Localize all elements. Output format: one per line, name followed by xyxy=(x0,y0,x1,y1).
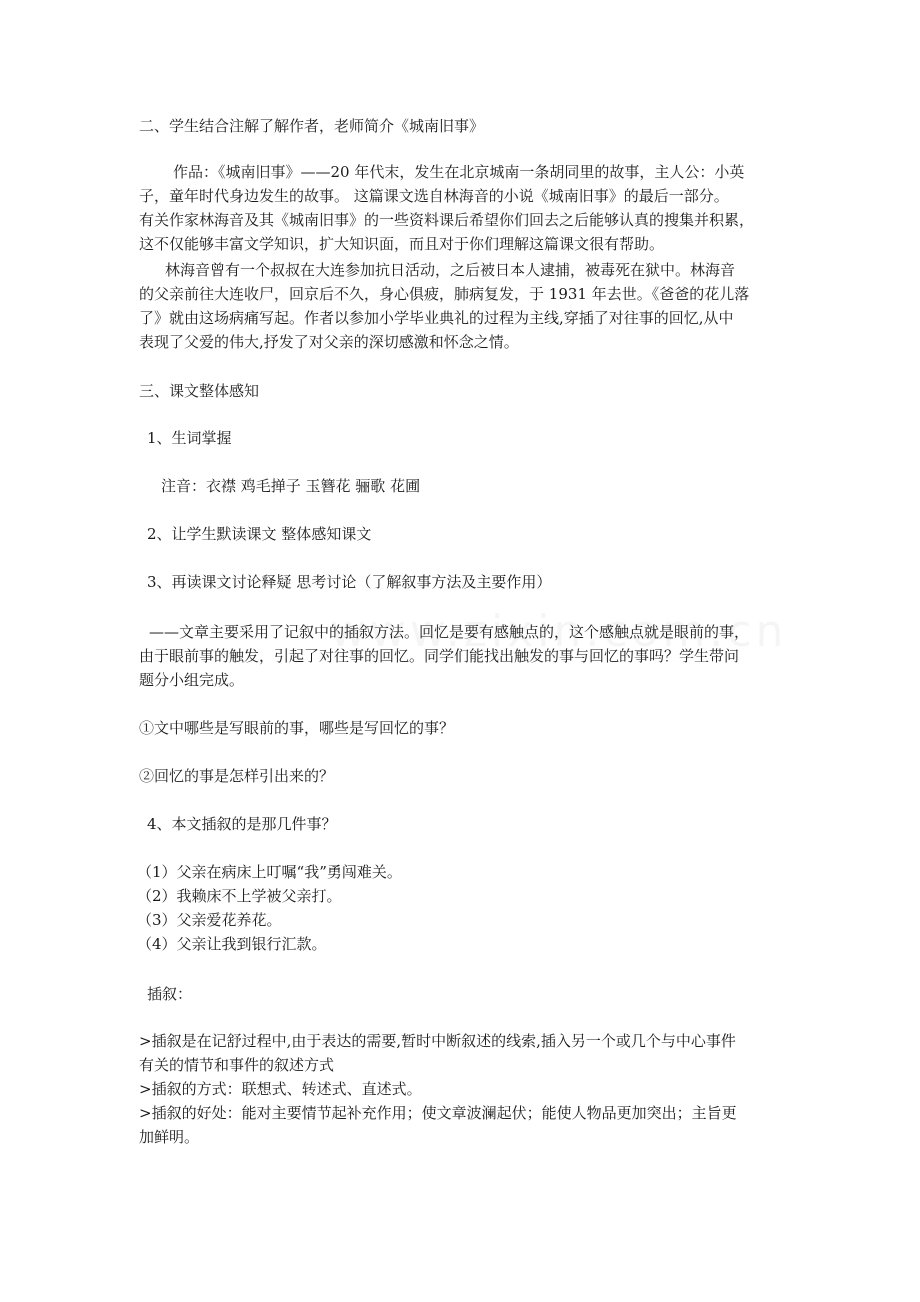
paragraph-flashback-line-2: 由于眼前事的触发，引起了对往事的回忆。同学们能找出触发的事与回忆的事吗？学生带问 xyxy=(139,647,740,665)
item-flashback-events: 4、本文插叙的是那几件事？ xyxy=(147,815,337,833)
section-heading-2: 二、学生结合注解了解作者，老师简介《城南旧事》 xyxy=(139,117,485,135)
event-1: （1）父亲在病床上叮嘱“我”勇闯难关。 xyxy=(137,863,402,881)
paragraph-intro-line-4: 这不仅能够丰富文学知识，扩大知识面，而且对于你们理解这篇课文很有帮助。 xyxy=(139,235,665,253)
flashback-benefits-line-2: 加鲜明。 xyxy=(139,1128,200,1146)
definition-line-2: 有关的情节和事件的叙述方式 xyxy=(139,1056,335,1074)
paragraph-flashback-line-3: 题分小组完成。 xyxy=(139,671,245,689)
question-1: ①文中哪些是写眼前的事，哪些是写回忆的事？ xyxy=(139,719,455,737)
paragraph-author-line-4: 表现了父爱的伟大,抒发了对父亲的深切感激和怀念之情。 xyxy=(139,333,519,351)
item-pronunciation: 注音：衣襟 鸡毛掸子 玉簪花 骊歌 花圃 xyxy=(161,477,421,495)
paragraph-author-line-3: 了》就由这场病痛写起。作者以参加小学毕业典礼的过程为主线,穿插了对往事的回忆,从中 xyxy=(139,309,734,327)
paragraph-intro-line-2: 子，童年时代身边发生的故事。 这篇课文选自林海音的小说《城南旧事》的最后一部分。 xyxy=(139,187,729,205)
paragraph-intro-line-1: 作品：《城南旧事》——20 年代末，发生在北京城南一条胡同里的故事，主人公：小英 xyxy=(173,163,745,181)
definition-line-1: >插叙是在记舒过程中,由于表达的需要,暂时中断叙述的线索,插入另一个或几个与中心事件 xyxy=(139,1032,736,1050)
paragraph-intro-line-3: 有关作家林海音及其《城南旧事》的一些资料课后希望你们回去之后能够认真的搜集并积累， xyxy=(139,211,755,229)
paragraph-author-line-1: 林海音曾有一个叔叔在大连参加抗日活动，之后被日本人逮捕，被毒死在狱中。林海音 xyxy=(165,261,736,279)
flashback-methods: >插叙的方式：联想式、转述式、直述式。 xyxy=(139,1080,422,1098)
paragraph-flashback-line-1: ——文章主要采用了记叙中的插叙方法。回忆是要有感触点的，这个感触点就是眼前的事， xyxy=(149,623,750,641)
paragraph-author-line-2: 的父亲前往大连收尸，回京后不久，身心俱疲，肺病复发，于 1931 年去世。《爸爸的花儿落 xyxy=(139,285,750,303)
section-heading-3: 三、课文整体感知 xyxy=(139,382,260,400)
question-2: ②回忆的事是怎样引出来的？ xyxy=(139,767,335,785)
item-discussion: 3、再读课文讨论释疑 思考讨论（了解叙事方法及主要作用） xyxy=(147,573,552,591)
event-2: （2）我赖床不上学被父亲打。 xyxy=(137,887,342,905)
event-4: （4）父亲让我到银行汇款。 xyxy=(137,935,327,953)
item-vocabulary: 1、生词掌握 xyxy=(147,429,232,447)
item-silent-reading: 2、让学生默读课文 整体感知课文 xyxy=(147,525,372,543)
event-3: （3）父亲爱花养花。 xyxy=(137,911,282,929)
flashback-label: 插叙： xyxy=(147,985,193,1003)
flashback-benefits-line-1: >插叙的好处：能对主要情节起补充作用；使文章波澜起伏；能使人物品更加突出；主旨更 xyxy=(139,1104,737,1122)
